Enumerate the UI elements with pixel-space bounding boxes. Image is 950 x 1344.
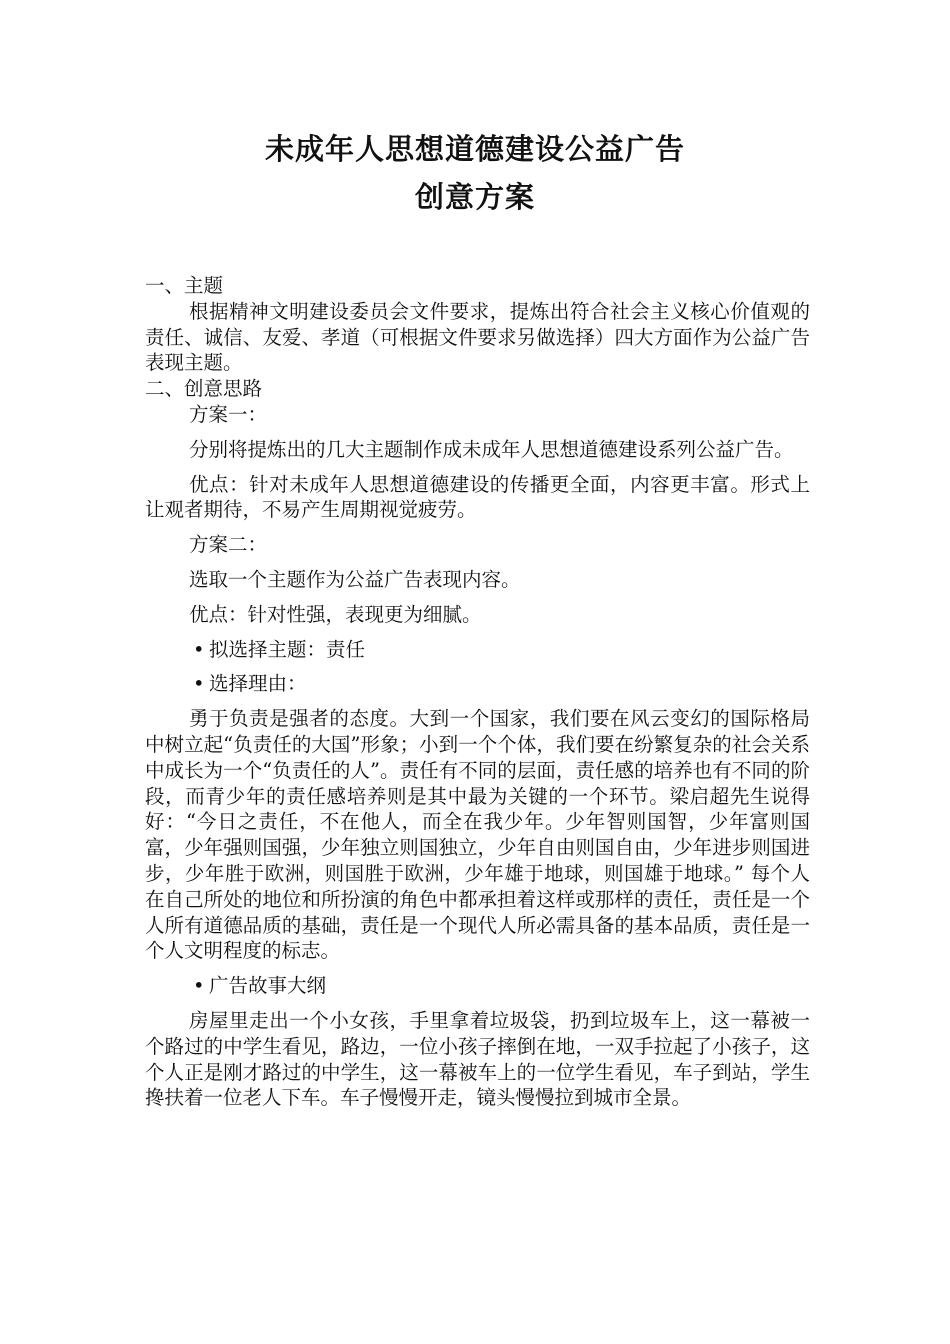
theme-paragraph: 根据精神文明建设委员会文件要求，提炼出符合社会主义核心价值观的责任、诚信、友爱、孝道（可根据文件要求另做选择）四大方面作为公益广告表现主题。 [145,299,810,375]
document-page [145,0,810,1344]
bullet-reason: • 选择理由： [145,671,810,697]
document-subtitle: 创意方案 [414,180,535,214]
bullet-chosen-theme: • 拟选择主题：责任 [145,637,810,663]
plan-one-description: 分别将提炼出的几大主题制作成未成年人思想道德建设系列公益广告。 [189,437,794,461]
section-heading-ideas: 二、创意思路 [145,377,263,401]
reason-paragraph: 勇于负责是强者的态度。大到一个国家，我们要在风云变幻的国际格局中树立起“负责任的大国”形象；小到一个个体，我们要在纷繁复杂的社会关系中成长为一个“负责任的人”。责任有不同的层面，责任感的培养也有不同的阶段，而青少年的责任感培养则是其中最为关键的一个环节。梁启超先生说得好：“今日之责任，不在他人，而全在我少年。少年智则国智，少年富则国富，少年强则国强，少年独立则国独立，少年自由则国自由，少年进步则国进步，少年胜于欧洲，则国胜于欧洲，少年雄于地球，则国雄于地球。” 每个人在自己所处的地位和所扮演的角色中都承担着这样或那样的责任，责任是一个人所有道德品质的基础，责任是一个现代人所必需具备的基本品质，责任是一个人文明程度的标志。 [145,707,810,963]
document-body [145,273,810,1111]
story-paragraph: 房屋里走出一个小女孩，手里拿着垃圾袋，扔到垃圾车上，这一幕被一个路过的中学生看见，路边，一位小孩子摔倒在地，一双手拉起了小孩子，这个人正是刚才路过的中学生，这一幕被车上的一位学生看见，车子到站，学生搀扶着一位老人下车。车子慢慢开走，镜头慢慢拉到城市全景。 [145,1008,810,1110]
plan-two-advantage: 优点：针对性强，表现更为细腻。 [189,602,482,626]
plan-two-label: 方案二： [189,533,268,557]
section-heading-theme: 一、主题 [145,274,224,297]
plan-two-description: 选取一个主题作为公益广告表现内容。 [189,567,521,591]
document-title: 未成年人思想道德建设公益广告 [264,132,685,166]
plan-one-advantage: 优点：针对未成年人思想道德建设的传播更全面，内容更丰富。形式上让观者期待，不易产生周期视觉疲劳。 [145,472,810,522]
bullet-story-outline: • 广告故事大纲 [145,973,810,999]
plan-one-label: 方案一： [189,402,268,426]
